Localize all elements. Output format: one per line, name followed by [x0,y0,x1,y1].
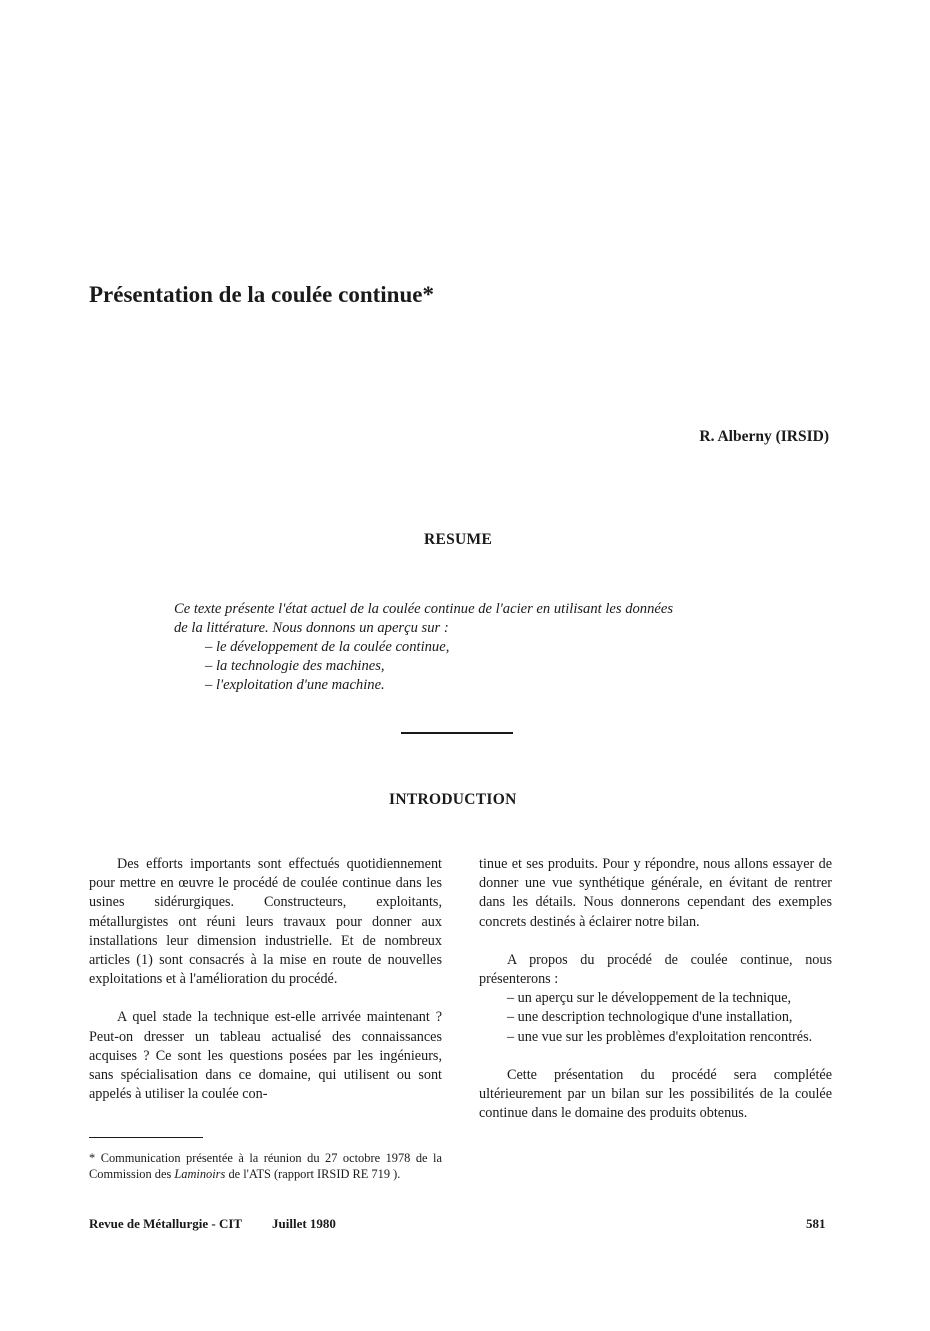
footnote-text: de l'ATS (rapport IRSID RE 719 ). [225,1167,401,1181]
intro-paragraph: tinue et ses produits. Pour y répondre, nous allons essayer de donner une vue synthétique générale, en évitant de rentrer dans les détails. Nous donnerons cependant des exemples concrets destinés à éclairer notre bilan. [479,856,832,930]
abstract-list-item: – le développement de la coulée continue, [205,639,450,655]
author-line: R. Alberny (IRSID) [699,428,829,445]
intro-list-item: – une description technologique d'une installation, [507,1009,793,1026]
intro-paragraph: Cette présentation du procédé sera complétée ultérieurement par un bilan sur les possibilités de la coulée continue dans le domaine des produits obtenus. [479,1066,832,1122]
section-separator [401,732,513,734]
page-number: 581 [806,1216,826,1231]
footnote [89,1150,442,1182]
intro-paragraph: Des efforts importants sont effectués quotidiennement pour mettre en œuvre le procédé de coulée continue dans les usines sidérurgiques. Constructeurs, exploitants, métallurgistes ont réuni leurs travaux pour donner aux installations leur dimension industrielle. Et de nombreux articles (1) sont consacrés à la mise en route de nouvelles exploitations et à l'amélioration du procédé. [89,856,442,988]
abstract-list-item: – l'exploitation d'une machine. [205,677,385,693]
resume-heading: RESUME [424,531,493,548]
body-column-left [89,855,442,1104]
introduction-heading: INTRODUCTION [389,791,517,808]
footnote-text: * Communication présentée à la réunion du 27 octobre 1978 de la Commission des [89,1151,442,1181]
footnote-italic: Laminoirs [174,1167,226,1181]
intro-paragraph: A quel stade la technique est-elle arrivée maintenant ? Peut-on dresser un tableau actualisé des connaissances acquises ? Ce sont les questions posées par les ingénieurs, sans spécialisation dans ce domaine, qui utilisent ou sont appelés à utiliser la coulée con- [89,1009,442,1103]
footer-date: Juillet 1980 [272,1216,336,1231]
intro-list-item: – une vue sur les problèmes d'exploitation rencontrés. [507,1028,813,1045]
body-column-right [479,855,832,1123]
abstract-list-item: – la technologie des machines, [205,658,385,674]
abstract-line: de la littérature. Nous donnons un aperçu sur : [174,620,449,636]
article-title: Présentation de la coulée continue* [89,282,434,307]
footer-journal: Revue de Métallurgie - CIT [89,1216,243,1231]
abstract [174,600,774,695]
intro-paragraph: A propos du procédé de coulée continue, nous présenterons : [479,951,832,988]
abstract-line: Ce texte présente l'état actuel de la coulée continue de l'acier en utilisant les données [174,601,674,617]
intro-list-item: – un aperçu sur le développement de la technique, [507,990,792,1007]
footnote-rule [89,1137,203,1138]
